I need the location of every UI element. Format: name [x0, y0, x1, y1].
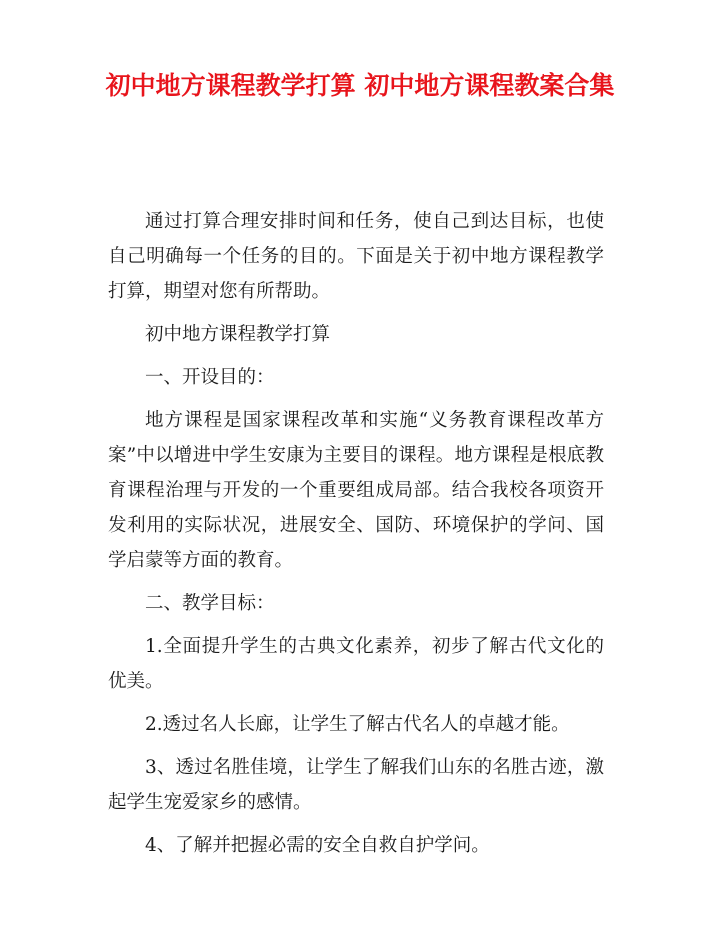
goal-item-2: 2.透过名人长廊，让学生了解古代名人的卓越才能。: [145, 714, 570, 735]
intro-paragraph: 通过打算合理安排时间和任务，使自己到达目标，也使自己明确每一个任务的目的。下面是关于初中地方课程教学打算，期望对您有所帮助。: [108, 211, 604, 302]
subheading-goals: 二、教学目标：: [145, 593, 275, 614]
subheading-purpose: 一、开设目的：: [145, 367, 275, 388]
document-title: 初中地方课程教学打算 初中地方课程教案合集: [105, 71, 615, 100]
goal-item-4: 4、了解并把握必需的安全自救自护学问。: [145, 835, 490, 856]
goal-item-3: 3、透过名胜佳境，让学生了解我们山东的名胜古迹，激起学生宠爱家乡的感情。: [108, 757, 604, 813]
purpose-paragraph: 地方课程是国家课程改革和实施“义务教育课程改革方案”中以增进中学生安康为主要目的课程。地方课程是根底教育课程治理与开发的一个重要组成局部。结合我校各项资开发利用的实际状况，进展安全、国防、环境保护的学问、国学启蒙等方面的教育。: [108, 410, 604, 571]
section-heading: 初中地方课程教学打算: [145, 324, 331, 345]
goal-item-1: 1.全面提升学生的古典文化素养，初步了解古代文化的优美。: [108, 636, 604, 692]
document-body: [108, 204, 604, 871]
